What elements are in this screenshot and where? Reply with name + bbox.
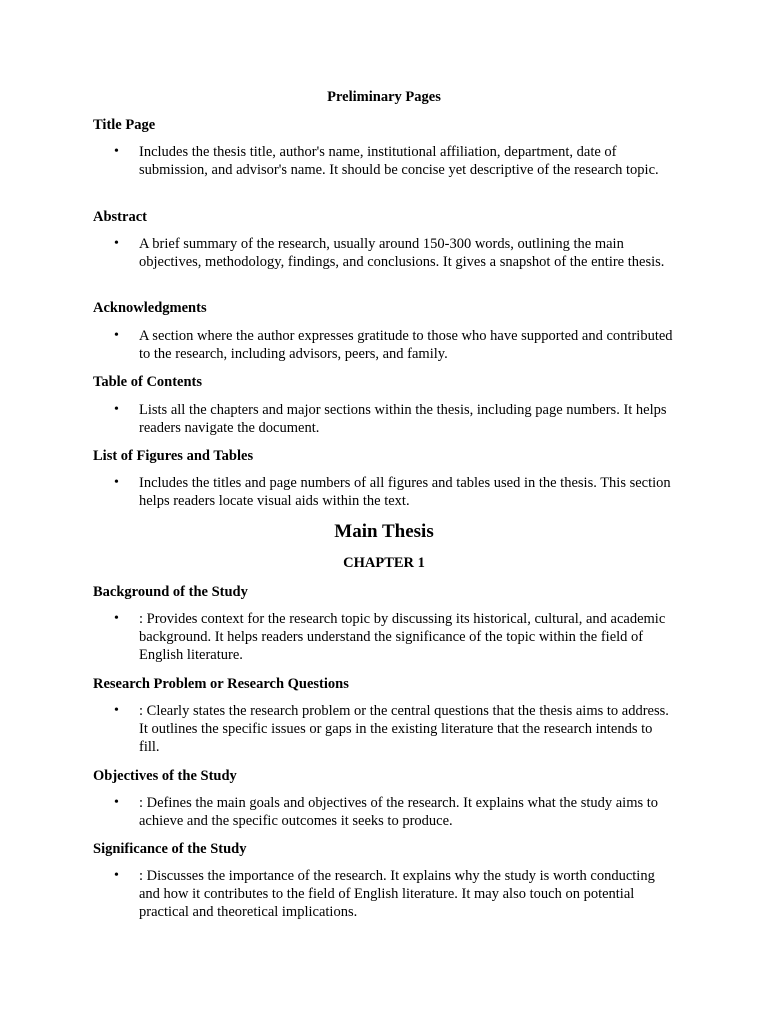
section-heading-title-page: Title Page [93,117,156,133]
section-text-list-of-figures: Includes the titles and page numbers of all figures and tables used in the thesis. This section helps readers locate visual aids within the text. [139,475,671,510]
section-text-abstract: A brief summary of the research, usually around 150-300 words, outlining the main objectives, methodology, findings, and conclusions. It gives a snapshot of the entire thesis. [139,236,665,271]
bullet-icon: • [114,144,119,159]
section-text-research-problem: : Clearly states the research problem or the central questions that the thesis aims to address. It outlines the specific issues or gaps in the existing literature that the research intends to fill. [139,703,669,756]
section-heading-list-of-figures: List of Figures and Tables [93,448,254,464]
bullet-icon: • [114,402,119,417]
section-heading-acknowledgments: Acknowledgments [93,300,207,316]
section-text-background: : Provides context for the research topic by discussing its historical, cultural, and academic background. It helps readers understand the significance of the topic within the field of English literature. [139,611,666,664]
bullet-icon: • [114,236,119,251]
section-heading-table-of-contents: Table of Contents [93,374,203,390]
section-text-significance: : Discusses the importance of the research. It explains why the study is worth conducting and how it contributes to the field of English literature. It may also touch on potential practical and theoretical implications. [139,868,655,921]
section-heading-objectives: Objectives of the Study [93,768,237,784]
section-heading-abstract: Abstract [93,209,147,225]
section-text-table-of-contents: Lists all the chapters and major sections within the thesis, including page numbers. It helps readers navigate the document. [139,402,667,437]
chapter-title: CHAPTER 1 [343,555,425,571]
bullet-icon: • [114,868,119,883]
section-text-title-page: Includes the thesis title, author's name, institutional affiliation, department, date of submission, and advisor's name. It should be concise yet descriptive of the research topic. [139,144,659,179]
section-heading-significance: Significance of the Study [93,841,247,857]
main-thesis-title: Main Thesis [334,521,434,542]
preliminary-pages-title: Preliminary Pages [327,89,441,105]
section-text-acknowledgments: A section where the author expresses gratitude to those who have supported and contributed to the research, including advisors, peers, and family. [139,328,673,363]
section-heading-background: Background of the Study [93,584,248,600]
bullet-icon: • [114,611,119,626]
section-heading-research-problem: Research Problem or Research Questions [93,676,349,692]
section-text-objectives: : Defines the main goals and objectives of the research. It explains what the study aims to achieve and the specific outcomes it seeks to produce. [139,795,659,830]
bullet-icon: • [114,475,119,490]
bullet-icon: • [114,795,119,810]
bullet-icon: • [114,328,119,343]
bullet-icon: • [114,703,119,718]
